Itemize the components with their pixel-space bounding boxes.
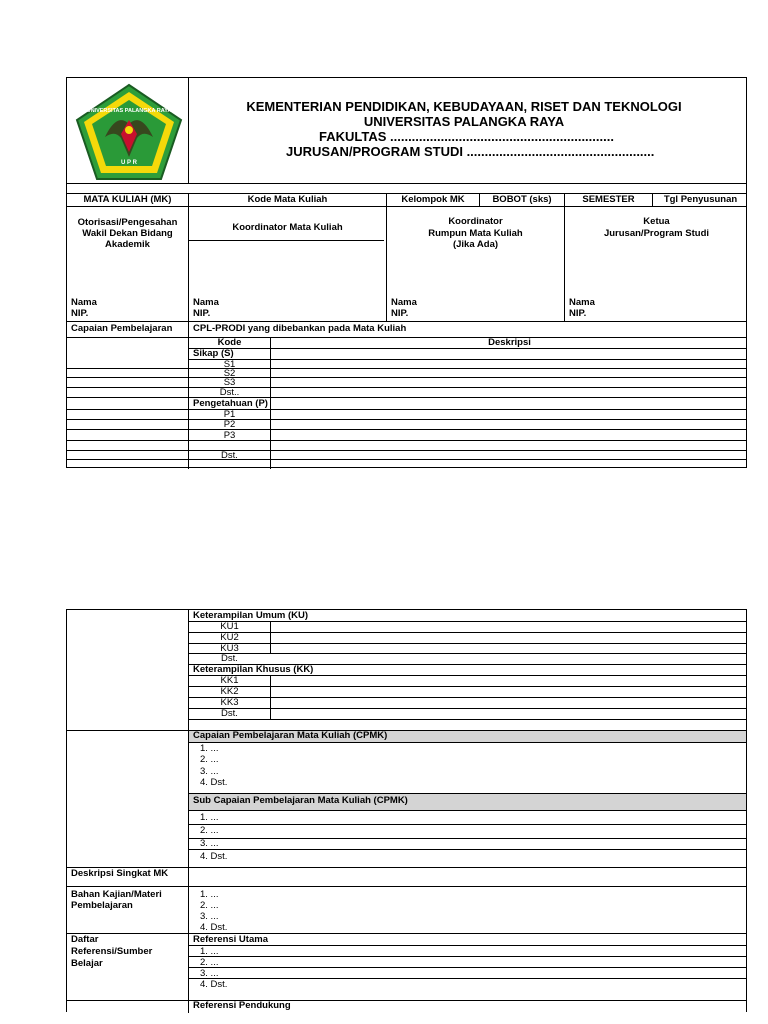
kk-title: Keterampilan Khusus (KK)	[193, 664, 314, 675]
svg-text:UNIVERSITAS PALANGKA RAYA: UNIVERSITAS PALANGKA RAYA	[86, 108, 172, 114]
header-ministry: KEMENTERIAN PENDIDIKAN, KEBUDAYAAN, RISET DAN TEKNOLOGI	[246, 99, 682, 114]
cpmk-item-1: 1. ...	[200, 743, 219, 754]
sikap-s1: S1	[223, 359, 236, 370]
ku-title: Keterampilan Umum (KU)	[193, 610, 309, 621]
ku-1: KU1	[220, 621, 239, 632]
bahan-item-3: 3. ...	[200, 911, 219, 922]
bahan-item-2: 2. ...	[200, 900, 219, 911]
bahan-item-4: 4. Dst.	[200, 922, 228, 933]
nip-2: NIP.	[193, 308, 211, 319]
referensi-item-4: 4. Dst.	[200, 979, 228, 990]
bahan-kajian-label-2: Pembelajaran	[71, 900, 133, 911]
col-bobot: BOBOT (sks)	[492, 194, 552, 205]
otorisasi-label-2: Wakil Dekan Bidang	[82, 228, 173, 239]
ku-dst: Dst.	[221, 653, 238, 664]
sub-cpmk-item-4: 4. Dst.	[200, 851, 228, 862]
col-tgl-penyusunan: Tgl Penyusunan	[663, 194, 738, 205]
cpmk-item-4: 4. Dst.	[200, 777, 228, 788]
pengetahuan-p1: P1	[223, 409, 236, 420]
deskripsi-header: Deskripsi	[488, 337, 531, 348]
kk-2: KK2	[220, 686, 239, 697]
otorisasi-label-1: Otorisasi/Pengesahan	[77, 217, 178, 228]
kk-3: KK3	[220, 697, 239, 708]
pengetahuan-p3: P3	[223, 430, 236, 441]
nip-3: NIP.	[391, 308, 409, 319]
sikap-s3: S3	[223, 377, 236, 388]
header-university: UNIVERSITAS PALANGKA RAYA	[363, 114, 565, 129]
svg-text:U P R: U P R	[121, 160, 137, 166]
nama-3: Nama	[391, 297, 417, 308]
kode-header: Kode	[217, 337, 242, 348]
header-jurusan: JURUSAN/PROGRAM STUDI ....................................................	[286, 144, 655, 159]
sub-cpmk-item-1: 1. ...	[200, 812, 219, 823]
rps-table-part2	[66, 609, 747, 1012]
ketua-jurusan-2: Jurusan/Program Studi	[603, 228, 710, 239]
bahan-item-1: 1. ...	[200, 889, 219, 900]
nip-4: NIP.	[569, 308, 587, 319]
referensi-item-1: 1. ...	[200, 946, 219, 957]
koordinator-rumpun-3: (Jika Ada)	[452, 239, 499, 250]
sikap-s2: S2	[223, 368, 236, 379]
koordinator-rumpun-1: Koordinator	[448, 216, 503, 227]
bahan-kajian-label-1: Bahan Kajian/Materi	[71, 889, 162, 900]
sikap-title: Sikap (S)	[193, 348, 234, 359]
nama-4: Nama	[569, 297, 595, 308]
referensi-item-2: 2. ...	[200, 957, 219, 968]
pengetahuan-p2: P2	[223, 419, 236, 430]
col-mata-kuliah: MATA KULIAH (MK)	[83, 194, 172, 205]
referensi-label-2: Referensi/Sumber	[71, 946, 153, 957]
sikap-dst: Dst..	[219, 387, 240, 398]
referensi-pendukung-title: Referensi Pendukung	[193, 1000, 291, 1011]
referensi-label-1: Daftar	[71, 934, 99, 945]
ketua-jurusan-1: Ketua	[643, 216, 670, 227]
sub-cpmk-item-3: 3. ...	[200, 838, 219, 849]
col-semester: SEMESTER	[582, 194, 635, 205]
cpmk-title: Capaian Pembelajaran Mata Kuliah (CPMK)	[193, 730, 388, 741]
col-kode-mk: Kode Mata Kuliah	[247, 194, 328, 205]
capaian-label: Capaian Pembelajaran	[71, 323, 173, 334]
university-logo	[71, 82, 187, 182]
sub-cpmk-item-2: 2. ...	[200, 825, 219, 836]
ku-3: KU3	[220, 643, 239, 654]
header-fakultas: FAKULTAS ..............................................................	[319, 129, 614, 144]
sub-cpmk-title: Sub Capaian Pembelajaran Mata Kuliah (CPMK)	[193, 795, 408, 806]
kk-dst: Dst.	[221, 708, 238, 719]
cpl-prodi-title: CPL-PRODI yang dibebankan pada Mata Kuliah	[193, 323, 407, 334]
deskripsi-mk-label: Deskripsi Singkat MK	[71, 868, 169, 879]
referensi-utama-title: Referensi Utama	[193, 934, 268, 945]
cpmk-item-2: 2. ...	[200, 754, 219, 765]
koordinator-mk-label: Koordinator Mata Kuliah	[232, 222, 343, 233]
nama-1: Nama	[71, 297, 97, 308]
cpmk-item-3: 3. ...	[200, 766, 219, 777]
upr-emblem-icon	[71, 82, 187, 182]
rps-table-part1	[66, 77, 747, 468]
otorisasi-label-3: Akademik	[105, 239, 150, 250]
kk-1: KK1	[220, 675, 239, 686]
pengetahuan-title: Pengetahuan (P)	[193, 398, 268, 409]
col-kelompok-mk: Kelompok MK	[401, 194, 465, 205]
ku-2: KU2	[220, 632, 239, 643]
pengetahuan-dst: Dst.	[221, 450, 238, 461]
koordinator-rumpun-2: Rumpun Mata Kuliah	[428, 228, 523, 239]
nip-1: NIP.	[71, 308, 89, 319]
referensi-label-3: Belajar	[71, 958, 103, 969]
referensi-item-3: 3. ...	[200, 968, 219, 979]
nama-2: Nama	[193, 297, 219, 308]
